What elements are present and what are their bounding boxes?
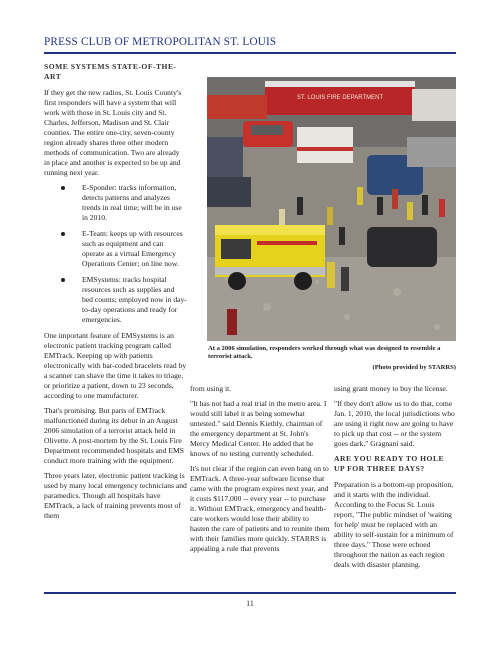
section-heading-state-of-the-art: SOME SYSTEMS STATE-OF-THE-ART — [44, 62, 177, 81]
paragraph: One important feature of EMSystems is an electronic patient tracking program called EMTrack. Keeping up with patients electronically with bar-coded bracelets read by a scanner can shave the time it takes to triage, or prioritize a patient, down to 23 seconds, according to one manufacturer. — [44, 331, 187, 400]
photo-caption: At a 2006 simulation, responders worked through what was designed to resemble a terrorist attack. — [208, 345, 441, 361]
paragraph: "If they don't allow us to do that, come Jan. 1, 2010, the local jurisdictions who are using it right now are going to have to pick up that cost -- or the system goes dark," Gragnani said. — [334, 399, 455, 448]
list-item-emsystems: EMSystems: tracks hospital resources such as supplies and bed counts; employed now in day-to-day operations and ready for emergencies. — [82, 275, 187, 324]
left-column — [44, 62, 187, 526]
publication-title: PRESS CLUB OF METROPOLITAN ST. LOUIS — [44, 36, 277, 48]
photo-credit: (Photo provided by STARRS) — [372, 364, 456, 371]
header-rule — [44, 52, 456, 54]
paragraph: using grant money to buy the license. — [334, 384, 448, 393]
paragraph: Three years later, electronic patient tracking is used by many local emergency technicians and paramedics. Though all hospitals have EMTrack, a lack of training prevents most of them — [44, 471, 187, 520]
section-heading-hole-up: ARE YOU READY TO HOLE UP FOR THREE DAYS? — [334, 454, 445, 473]
paragraph: from using it. — [190, 384, 232, 393]
paragraph: That's promising. But parts of EMTrack malfunctioned during its debut in an August 2006 simulation of a terrorist attack held in Olivette. A post-mortem by the St. Louis Fire Department recommended hospitals and EMS conduct more training with the equipment. — [44, 406, 185, 465]
middle-column — [190, 384, 330, 559]
list-item-esponder: E-Sponder: tracks information, detects patterns and analyzes trends in real time; will be in use in 2010. — [82, 183, 187, 223]
right-column — [334, 384, 456, 575]
emergency-simulation-photo — [207, 77, 456, 341]
list-item-eteam: E-Team: keeps up with resources such as equipment and can operate as a virtual Emergency Operations Center; on line now. — [82, 229, 187, 269]
paragraph: If they get the new radios, St. Louis County's first responders will have a system that will work with those in St. Louis city and St. Charles, Jefferson, Madison and St. Clair counties. The entire one-city, seven-county region already shares three other modern methods of communication. Two are already in place and another is expected to be up and running next year. — [44, 88, 182, 177]
systems-list — [44, 183, 187, 325]
truck-lettering: ST. LOUIS FIRE DEPARTMENT — [297, 95, 384, 101]
page-number: 11 — [246, 599, 254, 608]
paragraph: Preparation is a bottom-up proposition, and it starts with the individual. According to the Focus St. Louis report, "The public mindset of 'waiting for help' must be replaced with an ability to self-sustain for a minimum of three days." Those were echoed throughout the nation as each region deals with disaster planning. — [334, 480, 454, 569]
footer-rule — [44, 592, 456, 594]
paragraph: "It has not had a real trial in the metro area. I would still label it as being somewhat untested." said Dennis Kiethly, chairman of the emergency department at St. John's Mercy Medical Center. He added that he knows of no testing currently scheduled. — [190, 399, 327, 458]
paragraph: It's not clear if the region can even hang on to EMTrack. A three-year software license that came with the program expires next year, and it costs $117,000 -- every year -- to purchase it. Without EMTrack, emergency and health-care workers would lose their ability to hasten the care of patients and to reunite them with their families more quickly. STARRS is appealing a rule that prevents — [190, 464, 330, 553]
